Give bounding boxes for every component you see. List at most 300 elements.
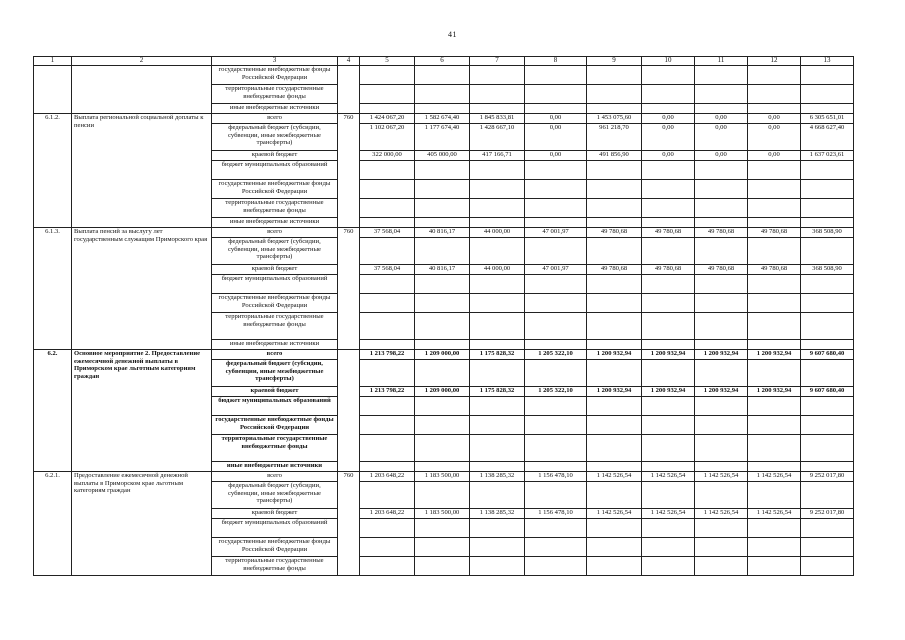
amount-cell: 37 568,04	[360, 228, 415, 238]
amount-cell	[525, 104, 587, 114]
funding-source: федеральный бюджет (субсидии, субвенции, иные межбюджетные трансферты)	[212, 482, 338, 509]
amount-cell	[748, 275, 801, 294]
amount-cell	[415, 238, 470, 265]
amount-cell	[415, 161, 470, 180]
funding-source: территориальные государственные внебюджетные фонды	[212, 435, 338, 462]
amount-cell	[748, 360, 801, 387]
amount-cell	[360, 557, 415, 576]
amount-cell	[642, 416, 695, 435]
amount-cell	[801, 482, 854, 509]
funding-source: краевой бюджет	[212, 151, 338, 161]
amount-cell	[415, 482, 470, 509]
amount-cell	[748, 313, 801, 340]
amount-cell	[415, 313, 470, 340]
amount-cell	[587, 482, 642, 509]
amount-cell: 9 607 680,40	[801, 387, 854, 397]
amount-cell	[470, 161, 525, 180]
amount-cell: 40 816,17	[415, 265, 470, 275]
amount-cell: 6 305 651,01	[801, 114, 854, 124]
amount-cell: 0,00	[642, 124, 695, 151]
amount-cell	[642, 238, 695, 265]
funding-source: государственные внебюджетные фонды Российской Федерации	[212, 538, 338, 557]
amount-cell	[525, 85, 587, 104]
table-row	[34, 350, 854, 360]
header-cell: 9	[587, 57, 642, 66]
amount-cell	[587, 161, 642, 180]
amount-cell	[695, 199, 748, 218]
item-col4: 760	[338, 472, 360, 576]
amount-cell	[415, 85, 470, 104]
amount-cell	[587, 462, 642, 472]
amount-cell	[587, 435, 642, 462]
amount-cell: 44 000,00	[470, 265, 525, 275]
amount-cell: 47 001,97	[525, 265, 587, 275]
amount-cell	[415, 340, 470, 350]
amount-cell	[801, 104, 854, 114]
amount-cell	[695, 538, 748, 557]
table-row	[34, 472, 854, 482]
amount-cell	[470, 538, 525, 557]
amount-cell	[748, 557, 801, 576]
amount-cell	[415, 275, 470, 294]
amount-cell	[587, 199, 642, 218]
amount-cell: 1 200 932,94	[642, 350, 695, 360]
amount-cell	[525, 360, 587, 387]
amount-cell	[587, 538, 642, 557]
amount-cell: 49 780,68	[587, 265, 642, 275]
amount-cell	[470, 416, 525, 435]
item-col4	[338, 66, 360, 114]
amount-cell	[642, 180, 695, 199]
amount-cell: 0,00	[695, 124, 748, 151]
amount-cell: 49 780,68	[748, 265, 801, 275]
funding-source: территориальные государственные внебюджетные фонды	[212, 85, 338, 104]
amount-cell: 1 200 932,94	[695, 387, 748, 397]
amount-cell	[587, 218, 642, 228]
amount-cell	[748, 482, 801, 509]
amount-cell	[360, 313, 415, 340]
table-body	[34, 57, 854, 576]
amount-cell: 1 845 833,81	[470, 114, 525, 124]
amount-cell	[801, 397, 854, 416]
amount-cell	[801, 416, 854, 435]
amount-cell: 1 183 500,00	[415, 509, 470, 519]
funding-source: территориальные государственные внебюджетные фонды	[212, 313, 338, 340]
amount-cell	[360, 397, 415, 416]
amount-cell	[470, 557, 525, 576]
amount-cell: 1 213 798,22	[360, 387, 415, 397]
amount-cell: 1 200 932,94	[642, 387, 695, 397]
amount-cell	[642, 313, 695, 340]
amount-cell	[525, 199, 587, 218]
amount-cell	[360, 360, 415, 387]
item-col4	[338, 350, 360, 472]
amount-cell	[360, 66, 415, 85]
header-cell: 5	[360, 57, 415, 66]
funding-source: бюджет муниципальных образований	[212, 519, 338, 538]
amount-cell: 49 780,68	[642, 265, 695, 275]
header-cell: 11	[695, 57, 748, 66]
amount-cell	[748, 416, 801, 435]
amount-cell	[470, 180, 525, 199]
amount-cell: 1 175 828,32	[470, 350, 525, 360]
funding-source: государственные внебюджетные фонды Российской Федерации	[212, 180, 338, 199]
amount-cell	[360, 519, 415, 538]
amount-cell	[642, 85, 695, 104]
amount-cell: 40 816,17	[415, 228, 470, 238]
amount-cell	[587, 360, 642, 387]
amount-cell: 1 203 648,22	[360, 509, 415, 519]
amount-cell	[642, 557, 695, 576]
header-cell: 8	[525, 57, 587, 66]
amount-cell: 1 428 667,10	[470, 124, 525, 151]
amount-cell	[525, 275, 587, 294]
amount-cell	[525, 66, 587, 85]
amount-cell	[415, 416, 470, 435]
amount-cell	[695, 275, 748, 294]
amount-cell	[801, 435, 854, 462]
item-code: 6.2.1.	[34, 472, 72, 576]
amount-cell: 1 200 932,94	[748, 387, 801, 397]
amount-cell	[748, 199, 801, 218]
amount-cell	[360, 218, 415, 228]
amount-cell	[415, 66, 470, 85]
item-name: Выплата региональной социальной доплаты к пенсии	[72, 114, 212, 228]
amount-cell: 1 175 828,32	[470, 387, 525, 397]
amount-cell	[801, 360, 854, 387]
funding-source: федеральный бюджет (субсидии, субвенции, иные межбюджетные трансферты)	[212, 238, 338, 265]
funding-source: территориальные государственные внебюджетные фонды	[212, 199, 338, 218]
amount-cell: 1 142 526,54	[695, 509, 748, 519]
amount-cell	[748, 340, 801, 350]
amount-cell	[587, 557, 642, 576]
amount-cell	[525, 294, 587, 313]
amount-cell	[748, 104, 801, 114]
amount-cell	[360, 482, 415, 509]
amount-cell	[470, 519, 525, 538]
amount-cell	[470, 238, 525, 265]
amount-cell: 49 780,68	[748, 228, 801, 238]
funding-source: иные внебюджетные источники	[212, 218, 338, 228]
amount-cell	[748, 218, 801, 228]
item-name: Основное мероприятие 2. Предоставление ежемесячной денежной выплаты в Приморском крае льготным категориям граждан	[72, 350, 212, 472]
amount-cell	[525, 340, 587, 350]
amount-cell: 49 780,68	[587, 228, 642, 238]
amount-cell: 0,00	[642, 114, 695, 124]
amount-cell	[470, 340, 525, 350]
amount-cell: 1 200 932,94	[748, 350, 801, 360]
funding-source: краевой бюджет	[212, 509, 338, 519]
amount-cell	[801, 557, 854, 576]
amount-cell	[695, 313, 748, 340]
amount-cell	[360, 538, 415, 557]
header-cell: 3	[212, 57, 338, 66]
amount-cell	[695, 397, 748, 416]
amount-cell	[470, 462, 525, 472]
amount-cell	[415, 397, 470, 416]
amount-cell	[801, 85, 854, 104]
amount-cell: 1 183 500,00	[415, 472, 470, 482]
funding-source: всего	[212, 228, 338, 238]
amount-cell	[360, 416, 415, 435]
amount-cell	[587, 238, 642, 265]
header-cell: 12	[748, 57, 801, 66]
amount-cell	[695, 180, 748, 199]
amount-cell	[525, 313, 587, 340]
amount-cell: 1 142 526,54	[642, 509, 695, 519]
amount-cell: 1 142 526,54	[587, 472, 642, 482]
amount-cell	[801, 180, 854, 199]
amount-cell: 1 138 285,32	[470, 472, 525, 482]
funding-source: федеральный бюджет (субсидии, субвенции, иные межбюджетные трансферты)	[212, 124, 338, 151]
funding-source: всего	[212, 472, 338, 482]
amount-cell	[525, 462, 587, 472]
item-name: Предоставление ежемесячной денежной выплаты в Приморском крае льготным категориям граждан	[72, 472, 212, 576]
amount-cell	[748, 397, 801, 416]
item-name	[72, 66, 212, 114]
amount-cell: 0,00	[525, 114, 587, 124]
amount-cell: 0,00	[525, 151, 587, 161]
amount-cell: 1 156 478,10	[525, 472, 587, 482]
amount-cell	[642, 462, 695, 472]
amount-cell	[587, 180, 642, 199]
amount-cell	[695, 218, 748, 228]
amount-cell	[748, 519, 801, 538]
amount-cell: 9 252 017,80	[801, 509, 854, 519]
amount-cell	[801, 340, 854, 350]
amount-cell	[801, 199, 854, 218]
amount-cell: 0,00	[525, 124, 587, 151]
amount-cell	[587, 294, 642, 313]
item-code	[34, 66, 72, 114]
header-cell: 13	[801, 57, 854, 66]
amount-cell: 1 209 000,00	[415, 387, 470, 397]
amount-cell	[801, 218, 854, 228]
amount-cell	[642, 66, 695, 85]
amount-cell	[415, 519, 470, 538]
budget-table	[33, 56, 854, 576]
amount-cell	[748, 161, 801, 180]
amount-cell: 0,00	[748, 124, 801, 151]
amount-cell	[642, 275, 695, 294]
amount-cell	[587, 313, 642, 340]
funding-source: всего	[212, 114, 338, 124]
amount-cell	[360, 462, 415, 472]
amount-cell	[587, 397, 642, 416]
amount-cell: 1 102 067,20	[360, 124, 415, 151]
table-row	[34, 228, 854, 238]
header-cell: 4	[338, 57, 360, 66]
amount-cell	[695, 416, 748, 435]
amount-cell	[525, 397, 587, 416]
amount-cell	[695, 66, 748, 85]
amount-cell: 1 142 526,54	[748, 509, 801, 519]
item-col4: 760	[338, 228, 360, 350]
amount-cell	[525, 161, 587, 180]
amount-cell	[642, 519, 695, 538]
amount-cell	[642, 294, 695, 313]
item-name: Выплата пенсий за выслугу лет государственным служащим Приморского края	[72, 228, 212, 350]
amount-cell	[642, 161, 695, 180]
amount-cell	[470, 294, 525, 313]
amount-cell	[415, 557, 470, 576]
amount-cell	[360, 161, 415, 180]
amount-cell	[360, 238, 415, 265]
header-cell: 10	[642, 57, 695, 66]
amount-cell	[695, 294, 748, 313]
amount-cell	[801, 275, 854, 294]
amount-cell: 417 166,71	[470, 151, 525, 161]
amount-cell	[525, 238, 587, 265]
amount-cell	[801, 66, 854, 85]
amount-cell	[525, 557, 587, 576]
header-cell: 7	[470, 57, 525, 66]
amount-cell: 961 218,70	[587, 124, 642, 151]
amount-cell	[470, 66, 525, 85]
amount-cell: 49 780,68	[695, 228, 748, 238]
amount-cell	[801, 519, 854, 538]
amount-cell: 405 000,00	[415, 151, 470, 161]
amount-cell	[587, 104, 642, 114]
amount-cell: 1 637 023,61	[801, 151, 854, 161]
amount-cell	[642, 435, 695, 462]
amount-cell	[748, 85, 801, 104]
amount-cell	[415, 538, 470, 557]
item-code: 6.1.3.	[34, 228, 72, 350]
amount-cell: 4 668 627,40	[801, 124, 854, 151]
header-cell: 2	[72, 57, 212, 66]
amount-cell: 1 582 674,40	[415, 114, 470, 124]
amount-cell	[748, 538, 801, 557]
amount-cell	[695, 238, 748, 265]
amount-cell	[695, 519, 748, 538]
header-cell: 1	[34, 57, 72, 66]
amount-cell	[360, 180, 415, 199]
funding-source: иные внебюджетные источники	[212, 462, 338, 472]
funding-source: государственные внебюджетные фонды Российской Федерации	[212, 416, 338, 435]
amount-cell	[642, 482, 695, 509]
amount-cell	[695, 161, 748, 180]
amount-cell: 1 205 322,10	[525, 350, 587, 360]
amount-cell	[415, 218, 470, 228]
amount-cell: 1 142 526,54	[695, 472, 748, 482]
amount-cell	[470, 397, 525, 416]
amount-cell: 1 200 932,94	[695, 350, 748, 360]
amount-cell: 49 780,68	[642, 228, 695, 238]
amount-cell	[695, 557, 748, 576]
amount-cell: 1 209 000,00	[415, 350, 470, 360]
amount-cell	[360, 104, 415, 114]
amount-cell	[525, 482, 587, 509]
funding-source: государственные внебюджетные фонды Российской Федерации	[212, 294, 338, 313]
amount-cell	[587, 85, 642, 104]
amount-cell: 322 000,00	[360, 151, 415, 161]
amount-cell	[360, 340, 415, 350]
amount-cell	[695, 435, 748, 462]
amount-cell: 0,00	[695, 151, 748, 161]
amount-cell	[642, 199, 695, 218]
funding-source: краевой бюджет	[212, 387, 338, 397]
amount-cell	[748, 435, 801, 462]
amount-cell	[642, 104, 695, 114]
amount-cell	[470, 199, 525, 218]
amount-cell	[801, 538, 854, 557]
amount-cell: 9 607 680,40	[801, 350, 854, 360]
amount-cell	[642, 340, 695, 350]
amount-cell: 44 000,00	[470, 228, 525, 238]
table-row	[34, 114, 854, 124]
amount-cell: 1 200 932,94	[587, 350, 642, 360]
amount-cell	[360, 275, 415, 294]
amount-cell: 1 203 648,22	[360, 472, 415, 482]
amount-cell: 368 508,90	[801, 228, 854, 238]
amount-cell	[801, 161, 854, 180]
amount-cell: 1 177 674,40	[415, 124, 470, 151]
amount-cell	[801, 313, 854, 340]
amount-cell	[470, 482, 525, 509]
funding-source: всего	[212, 350, 338, 360]
funding-source: федеральный бюджет (субсидии, субвенции, иные межбюджетные трансферты)	[212, 360, 338, 387]
amount-cell	[801, 294, 854, 313]
amount-cell	[587, 66, 642, 85]
amount-cell	[415, 199, 470, 218]
amount-cell: 1 156 478,10	[525, 509, 587, 519]
amount-cell: 1 453 075,60	[587, 114, 642, 124]
amount-cell: 1 213 798,22	[360, 350, 415, 360]
funding-source: иные внебюджетные источники	[212, 104, 338, 114]
amount-cell	[525, 435, 587, 462]
funding-source: иные внебюджетные источники	[212, 340, 338, 350]
amount-cell	[587, 519, 642, 538]
amount-cell	[525, 180, 587, 199]
amount-cell	[801, 462, 854, 472]
amount-cell	[470, 360, 525, 387]
amount-cell	[360, 435, 415, 462]
amount-cell	[470, 104, 525, 114]
amount-cell	[470, 85, 525, 104]
amount-cell	[525, 519, 587, 538]
amount-cell	[360, 199, 415, 218]
amount-cell: 1 205 322,10	[525, 387, 587, 397]
amount-cell	[360, 294, 415, 313]
amount-cell	[642, 538, 695, 557]
amount-cell	[642, 397, 695, 416]
amount-cell: 49 780,68	[695, 265, 748, 275]
funding-source: бюджет муниципальных образований	[212, 161, 338, 180]
amount-cell	[415, 104, 470, 114]
amount-cell	[470, 313, 525, 340]
amount-cell	[748, 238, 801, 265]
amount-cell: 368 508,90	[801, 265, 854, 275]
amount-cell	[470, 275, 525, 294]
amount-cell: 1 424 067,20	[360, 114, 415, 124]
amount-cell: 9 252 017,80	[801, 472, 854, 482]
amount-cell	[360, 85, 415, 104]
funding-source: краевой бюджет	[212, 265, 338, 275]
amount-cell: 0,00	[748, 151, 801, 161]
amount-cell	[748, 294, 801, 313]
amount-cell	[587, 416, 642, 435]
amount-cell	[587, 275, 642, 294]
item-code: 6.1.2.	[34, 114, 72, 228]
amount-cell	[415, 462, 470, 472]
amount-cell: 1 142 526,54	[748, 472, 801, 482]
amount-cell: 37 568,04	[360, 265, 415, 275]
amount-cell	[415, 360, 470, 387]
amount-cell	[642, 218, 695, 228]
item-col4: 760	[338, 114, 360, 228]
amount-cell: 1 142 526,54	[642, 472, 695, 482]
